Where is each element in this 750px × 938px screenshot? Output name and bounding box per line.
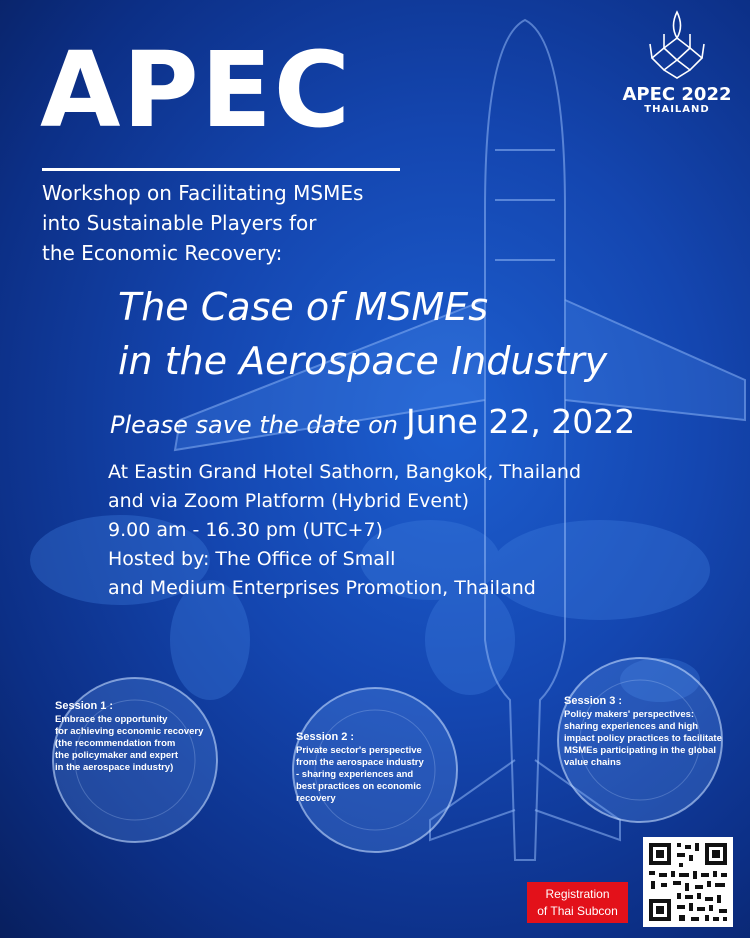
session-2 xyxy=(296,731,461,805)
lotus-emblem-icon xyxy=(646,10,708,80)
case-line: in the Aerospace Industry xyxy=(118,339,608,383)
event-date: June 22, 2022 xyxy=(405,402,636,441)
registration-line: of Thai Subcon xyxy=(537,903,618,918)
details-line: Hosted by: The Office of Small xyxy=(108,548,396,570)
qr-code-icon xyxy=(643,837,733,927)
registration-line: Registration xyxy=(545,886,610,901)
workshop-line: the Economic Recovery: xyxy=(42,241,283,265)
session-line: for achieving economic recovery xyxy=(55,726,204,737)
registration-qr-code[interactable] xyxy=(643,837,733,927)
details-line: and Medium Enterprises Promotion, Thailand xyxy=(108,577,536,599)
session-line: recovery xyxy=(296,793,336,804)
event-details xyxy=(108,458,581,603)
apec-title: APEC xyxy=(40,29,353,151)
session-heading: Session 3 : xyxy=(564,695,623,707)
logo-subtext: THAILAND xyxy=(644,104,710,115)
session-line: impact policy practices to facilitate xyxy=(564,733,722,744)
session-line: from the aerospace industry xyxy=(296,757,424,768)
session-line: sharing experiences and high xyxy=(564,721,699,732)
workshop-line: Workshop on Facilitating MSMEs xyxy=(42,181,364,205)
registration-badge[interactable] xyxy=(527,882,628,923)
session-line: MSMEs participating in the global xyxy=(564,745,717,756)
session-line: - sharing experiences and xyxy=(296,769,414,780)
apec-2022-logo xyxy=(612,10,742,120)
session-1 xyxy=(55,700,225,774)
case-line: The Case of MSMEs xyxy=(118,285,489,329)
workshop-title xyxy=(42,178,422,268)
session-3 xyxy=(564,695,744,769)
session-line: value chains xyxy=(564,757,622,768)
details-line: 9.00 am - 16.30 pm (UTC+7) xyxy=(108,519,383,541)
session-line: (the recommendation from xyxy=(55,738,176,749)
session-heading: Session 1 : xyxy=(55,700,114,712)
workshop-line: into Sustainable Players for xyxy=(42,211,317,235)
session-line: Policy makers' perspectives: xyxy=(564,709,695,720)
details-line: and via Zoom Platform (Hybrid Event) xyxy=(108,490,470,512)
session-line: the policymaker and expert xyxy=(55,750,179,761)
details-line: At Eastin Grand Hotel Sathorn, Bangkok, Thailand xyxy=(108,461,582,483)
session-line: best practices on economic xyxy=(296,781,422,792)
case-title xyxy=(118,280,607,388)
session-heading: Session 2 : xyxy=(296,731,355,743)
save-the-date xyxy=(110,402,635,441)
session-line: in the aerospace industry) xyxy=(55,762,174,773)
logo-text: APEC 2022 xyxy=(622,84,732,105)
session-line: Embrace the opportunity xyxy=(55,714,168,725)
session-line: Private sector's perspective xyxy=(296,745,422,756)
save-prefix: Please save the date on xyxy=(110,411,398,439)
title-divider xyxy=(42,168,400,171)
